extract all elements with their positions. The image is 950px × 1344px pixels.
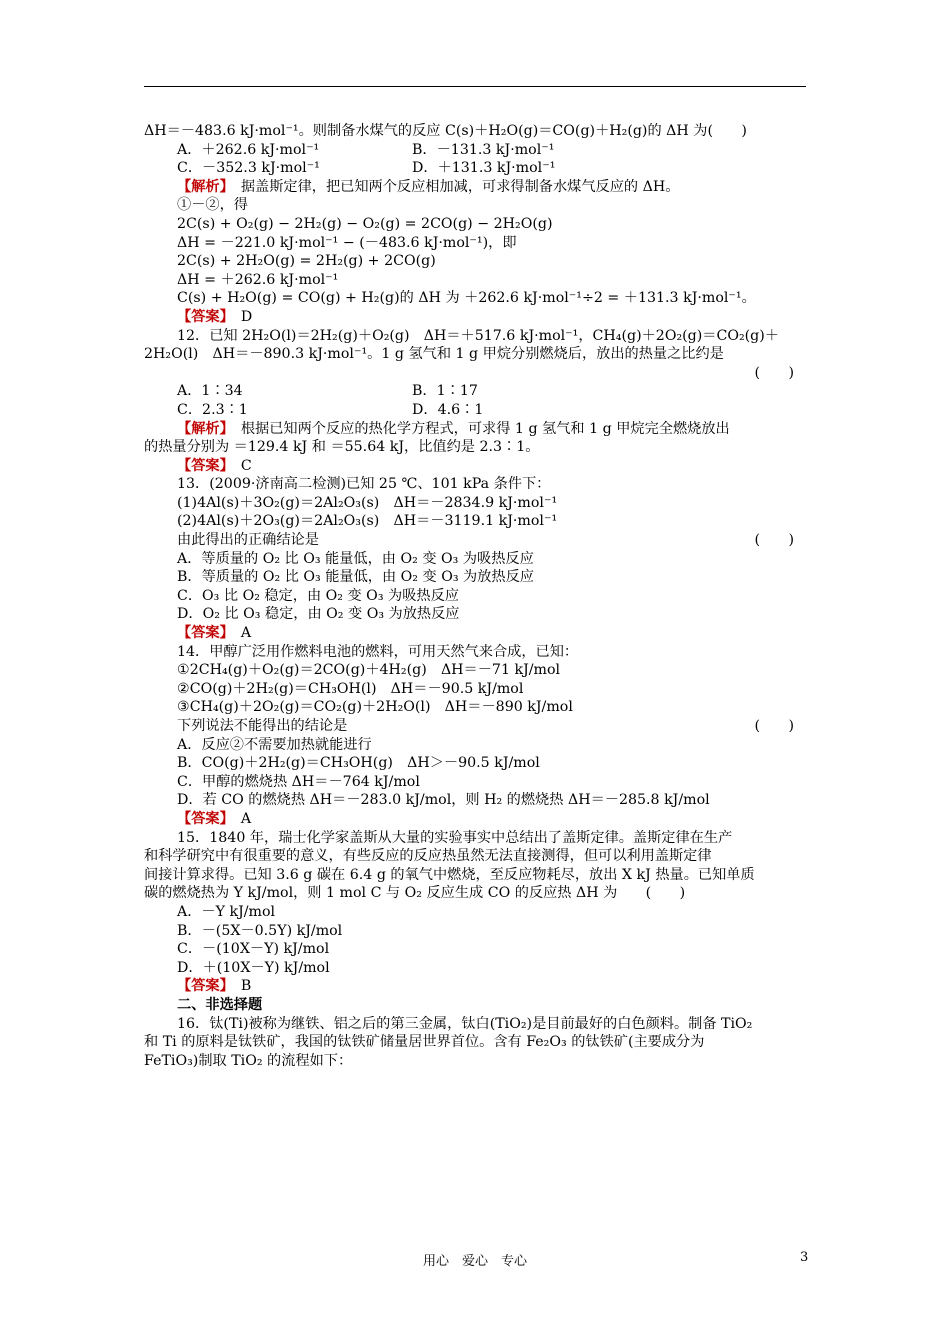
line-text: 间接计算求得。已知 3.6 g 碳在 6.4 g 的氧气中燃烧，至反应物耗尽，放出 X kJ 热量。已知单质	[144, 866, 755, 883]
header-rule	[144, 86, 806, 87]
text-line	[144, 475, 808, 494]
line-text: A．－Y kJ/mol	[177, 903, 276, 920]
line-text: (2)4Al(s)＋2O₃(g)＝2Al₂O₃(s) ΔH＝－3119.1 kJ·mol⁻¹	[177, 513, 558, 530]
text-line	[144, 420, 808, 439]
line-text: 据盖斯定律，把已知两个反应相加减，可求得制备水煤气反应的 ΔH。	[226, 178, 680, 195]
page-number: 3	[800, 1250, 809, 1265]
line-text: B．CO(g)＋2H₂(g)＝CH₃OH(g) ΔH＞－90.5 kJ/mol	[177, 755, 540, 772]
text-line	[144, 289, 808, 308]
line-text: ②CO(g)＋2H₂(g)＝CH₃OH(l) ΔH＝－90.5 kJ/mol	[177, 680, 524, 697]
text-line	[144, 531, 808, 550]
text-line	[144, 494, 808, 513]
text-line	[144, 810, 808, 829]
line-text: FeTiO₃)制取 TiO₂ 的流程如下：	[144, 1052, 353, 1069]
text-line	[144, 866, 808, 885]
text-line	[144, 754, 808, 773]
text-line	[144, 903, 808, 922]
section-tag: 【答案】	[177, 978, 227, 995]
line-text: C．甲醇的燃烧热 ΔH＝－764 kJ/mol	[177, 773, 420, 790]
text-line	[144, 661, 808, 680]
line-text: A．等质量的 O₂ 比 O₃ 能量低，由 O₂ 变 O₃ 为吸热反应	[177, 550, 534, 567]
line-text: D．＋(10X－Y) kJ/mol	[177, 959, 330, 976]
text-line	[144, 717, 808, 736]
text-line	[144, 922, 808, 941]
text-line	[144, 215, 808, 234]
line-text: ΔH＝－483.6 kJ·mol⁻¹。则制备水煤气的反应 C(s)＋H₂O(g)＝CO(g)＋H₂(g)的 ΔH 为( )	[144, 123, 747, 139]
text-line	[144, 1052, 808, 1071]
text-line	[144, 345, 808, 364]
line-text: 15．1840 年，瑞士化学家盖斯从大量的实验事实中总结出了盖斯定律。盖斯定律在生产	[177, 829, 733, 846]
text-line	[144, 680, 808, 699]
text-line	[144, 550, 808, 569]
line-text: ΔH = －221.0 kJ·mol⁻¹ − (－483.6 kJ·mol⁻¹)，即	[177, 234, 517, 251]
text-line	[144, 698, 808, 717]
line-text: 下列说法不能得出的结论是	[177, 718, 348, 734]
text-line	[144, 382, 808, 401]
line-text: ①－②，得	[177, 197, 248, 214]
text-line	[144, 959, 808, 978]
text-line	[144, 884, 808, 903]
text-line	[144, 1015, 808, 1034]
section-tag: 【答案】	[177, 308, 227, 325]
text-line	[144, 847, 808, 866]
section-tag: 【解析】	[177, 178, 227, 195]
line-text: 和科学研究中有很重要的意义，有些反应的反应热虽然无法直接测得，但可以利用盖斯定律	[144, 848, 712, 865]
line-text: D．若 CO 的燃烧热 ΔH＝－283.0 kJ/mol，则 H₂ 的燃烧热 ΔH＝－285.8 kJ/mol	[177, 792, 710, 809]
answer-blank: ( )	[754, 718, 794, 734]
line-text: C	[226, 457, 252, 474]
text-line	[144, 327, 808, 346]
line-text: ①2CH₄(g)＋O₂(g)＝2CO(g)＋4H₂(g) ΔH＝－71 kJ/mol	[177, 662, 561, 679]
line-text: B．等质量的 O₂ 比 O₃ 能量低，由 O₂ 变 O₃ 为放热反应	[177, 569, 534, 586]
line-text: 二、非选择题	[177, 996, 263, 1013]
option-right: B．1∶17	[412, 383, 478, 400]
text-line	[144, 773, 808, 792]
line-text: 14．甲醇广泛用作燃料电池的燃料，可用天然气来合成，已知：	[177, 643, 579, 660]
text-line	[144, 122, 808, 141]
text-line	[144, 624, 808, 643]
text-line	[144, 643, 808, 662]
line-text: A．反应②不需要加热就能进行	[177, 736, 372, 753]
text-line	[144, 977, 808, 996]
line-text: B．－(5X－0.5Y) kJ/mol	[177, 922, 343, 939]
line-text: 碳的燃烧热为 Y kJ/mol，则 1 mol C 与 O₂ 反应生成 CO 的反应热 ΔH 为 ( )	[144, 885, 686, 902]
line-text: ③CH₄(g)＋2O₂(g)＝CO₂(g)＋2H₂O(l) ΔH＝－890 kJ/mol	[177, 699, 573, 716]
line-text: 2C(s) + 2H₂O(g) = 2H₂(g) + 2CO(g)	[177, 253, 436, 270]
answer-blank: ( )	[754, 364, 794, 381]
line-text: 2H₂O(l) ΔH＝－890.3 kJ·mol⁻¹。1 g 氢气和 1 g 甲烷分别燃烧后，放出的热量之比约是	[144, 346, 724, 363]
line-text: C．O₃ 比 O₂ 稳定，由 O₂ 变 O₃ 为吸热反应	[177, 587, 459, 604]
footer-slogan: 用心 爱心 专心	[422, 1254, 527, 1269]
section-tag: 【解析】	[177, 420, 227, 437]
line-text: A	[226, 810, 252, 827]
line-text: 由此得出的正确结论是	[177, 532, 319, 549]
text-line	[144, 364, 808, 383]
text-line	[144, 252, 808, 271]
text-line	[144, 736, 808, 755]
text-line	[144, 829, 808, 848]
line-text: D．O₂ 比 O₃ 稳定，由 O₂ 变 O₃ 为放热反应	[177, 606, 460, 623]
option-right: D．4.6∶1	[412, 401, 484, 418]
text-line	[144, 234, 808, 253]
option-left: C．2.3∶1	[177, 401, 248, 418]
text-line	[144, 1033, 808, 1052]
option-left: A．＋262.6 kJ·mol⁻¹	[177, 141, 320, 158]
text-line	[144, 568, 808, 587]
text-line	[144, 271, 808, 290]
option-right: D．＋131.3 kJ·mol⁻¹	[412, 160, 556, 177]
text-line	[144, 605, 808, 624]
line-text: 根据已知两个反应的热化学方程式，可求得 1 g 氢气和 1 g 甲烷完全燃烧放出	[226, 420, 730, 437]
text-line	[144, 457, 808, 476]
document-body	[144, 122, 808, 1070]
text-line	[144, 401, 808, 420]
option-left: C．－352.3 kJ·mol⁻¹	[177, 160, 320, 177]
answer-blank: ( )	[754, 532, 794, 549]
text-line	[144, 438, 808, 457]
text-line	[144, 141, 808, 160]
line-text: 16．钛(Ti)被称为继铁、铝之后的第三金属，钛白(TiO₂)是目前最好的白色颜料。制备 TiO₂	[177, 1015, 753, 1032]
line-text: D	[226, 308, 253, 325]
line-text: A	[226, 625, 252, 642]
line-text: ΔH = ＋262.6 kJ·mol⁻¹	[177, 271, 339, 288]
line-text: 12．已知 2H₂O(l)＝2H₂(g)＋O₂(g) ΔH＝＋517.6 kJ·mol⁻¹，CH₄(g)＋2O₂(g)＝CO₂(g)＋	[177, 327, 779, 344]
line-text: B	[226, 978, 252, 995]
text-line	[144, 512, 808, 531]
line-text: 的热量分别为 ＝129.4 kJ 和 ＝55.64 kJ，比值约是 2.3∶1。	[144, 439, 540, 456]
text-line	[144, 196, 808, 215]
option-right: B．－131.3 kJ·mol⁻¹	[412, 141, 555, 158]
section-tag: 【答案】	[177, 457, 227, 474]
line-text: 和 Ti 的原料是钛铁矿，我国的钛铁矿储量居世界首位。含有 Fe₂O₃ 的钛铁矿(主要成分为	[144, 1034, 705, 1051]
section-tag: 【答案】	[177, 625, 227, 642]
text-line	[144, 178, 808, 197]
text-line	[144, 587, 808, 606]
text-line	[144, 791, 808, 810]
option-left: A．1∶34	[177, 383, 243, 400]
line-text: 13．(2009·济南高二检测)已知 25 ℃、101 kPa 条件下：	[177, 476, 551, 493]
line-text: 2C(s) + O₂(g) − 2H₂(g) − O₂(g) = 2CO(g) − 2H₂O(g)	[177, 215, 553, 232]
text-line	[144, 308, 808, 327]
line-text: (1)4Al(s)＋3O₂(g)＝2Al₂O₃(s) ΔH＝－2834.9 kJ·mol⁻¹	[177, 494, 558, 511]
text-line	[144, 996, 808, 1015]
line-text: C(s) + H₂O(g) = CO(g) + H₂(g)的 ΔH 为 ＋262.6 kJ·mol⁻¹÷2 = ＋131.3 kJ·mol⁻¹。	[177, 290, 756, 307]
line-text: C．－(10X－Y) kJ/mol	[177, 941, 330, 958]
section-tag: 【答案】	[177, 810, 227, 827]
text-line	[144, 940, 808, 959]
text-line	[144, 159, 808, 178]
